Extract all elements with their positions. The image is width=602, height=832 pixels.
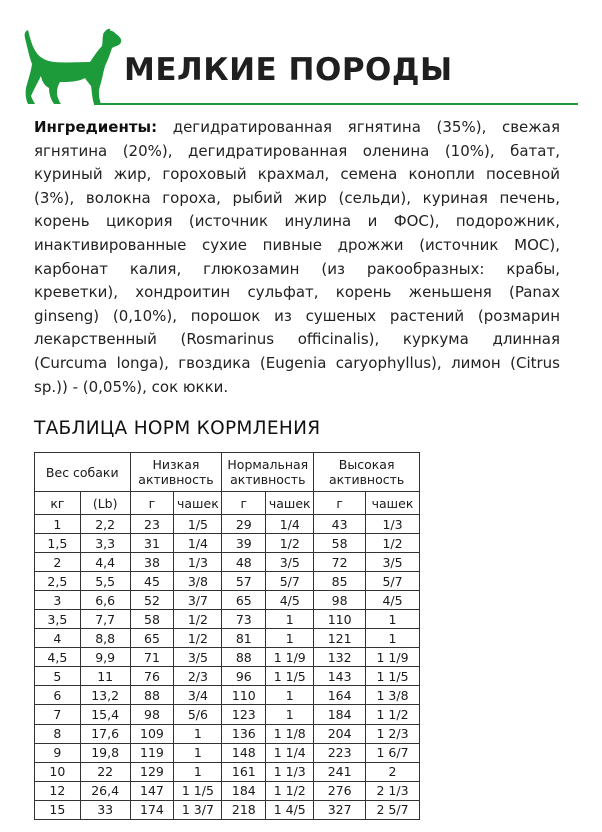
- table-cell: 3/4: [174, 686, 222, 705]
- table-cell: 1 1/2: [266, 781, 314, 800]
- table-cell: 5,5: [80, 572, 130, 591]
- table-cell: 109: [130, 724, 174, 743]
- table-cell: 73: [222, 610, 266, 629]
- table-cell: 1: [174, 762, 222, 781]
- group-header-high: Высокая активность: [314, 453, 420, 492]
- table-cell: 26,4: [80, 781, 130, 800]
- table-cell: 98: [130, 705, 174, 724]
- table-cell: 88: [130, 686, 174, 705]
- table-body: [35, 515, 420, 820]
- table-cell: 31: [130, 534, 174, 553]
- table-cell: 132: [314, 648, 366, 667]
- table-cell: 3/5: [366, 553, 420, 572]
- table-cell: 52: [130, 591, 174, 610]
- table-cell: 1 1/2: [366, 705, 420, 724]
- table-cell: 164: [314, 686, 366, 705]
- table-cell: 1: [266, 686, 314, 705]
- table-cell: 1/5: [174, 515, 222, 534]
- table-cell: 276: [314, 781, 366, 800]
- table-cell: 184: [222, 781, 266, 800]
- table-cell: 1 1/8: [266, 724, 314, 743]
- table-cell: 1 2/3: [366, 724, 420, 743]
- column-header: г: [222, 492, 266, 515]
- table-cell: 15: [35, 800, 81, 819]
- column-header: чашек: [266, 492, 314, 515]
- table-cell: 6,6: [80, 591, 130, 610]
- table-cell: 5: [35, 667, 81, 686]
- table-cell: 38: [130, 553, 174, 572]
- table-cell: 110: [222, 686, 266, 705]
- table-cell: 2 1/3: [366, 781, 420, 800]
- table-cell: 65: [130, 629, 174, 648]
- table-cell: 1: [35, 515, 81, 534]
- table-cell: 1 1/3: [266, 762, 314, 781]
- table-cell: 58: [314, 534, 366, 553]
- table-cell: 22: [80, 762, 130, 781]
- table-cell: 4/5: [266, 591, 314, 610]
- table-cell: 7,7: [80, 610, 130, 629]
- column-header: чашек: [366, 492, 420, 515]
- column-header: г: [314, 492, 366, 515]
- table-row: [35, 610, 420, 629]
- table-cell: 2,2: [80, 515, 130, 534]
- table-cell: 1/2: [174, 629, 222, 648]
- table-cell: 327: [314, 800, 366, 819]
- table-cell: 1/4: [266, 515, 314, 534]
- table-row: [35, 515, 420, 534]
- table-cell: 88: [222, 648, 266, 667]
- table-cell: 15,4: [80, 705, 130, 724]
- subheader-row: [35, 492, 420, 515]
- table-cell: 174: [130, 800, 174, 819]
- table-cell: 1,5: [35, 534, 81, 553]
- table-cell: 1/4: [174, 534, 222, 553]
- table-cell: 3: [35, 591, 81, 610]
- table-cell: 1/2: [174, 610, 222, 629]
- table-cell: 6: [35, 686, 81, 705]
- table-cell: 33: [80, 800, 130, 819]
- table-cell: 85: [314, 572, 366, 591]
- ingredients-text: дегидратированная ягнятина (35%), свежая ягнятина (20%), дегидратированная оленина (10%), батат, куриный жир, гороховый крахмал, семена конопли посевной (3%), волокна гороха, рыбий жир (сельди), куриная печень, корень цикория (источник инулина и ФОС), подорожник, инактивированные сухие пивные дрожжи (источник МОС), карбонат калия, глюкозамин (из ракообразных: крабы, креветки), хондроитин сульфат, корень женьшеня (Panax ginseng) (0,10%), порошок из сушеных растений (розмарин лекарственный (Rosmarinus officinalis), куркума длинная (Curcuma longa), гвоздика (Eugenia caryophyllus), лимон (Citrus sp.)) - (0,05%), сок юкки.: [34, 118, 560, 396]
- table-cell: 72: [314, 553, 366, 572]
- table-cell: 2: [366, 762, 420, 781]
- page-header: [0, 0, 602, 106]
- table-cell: 4: [35, 629, 81, 648]
- header-divider: [94, 103, 578, 105]
- table-cell: 1/3: [174, 553, 222, 572]
- table-cell: 1 3/8: [366, 686, 420, 705]
- table-cell: 3/7: [174, 591, 222, 610]
- table-cell: 1/3: [366, 515, 420, 534]
- table-cell: 4/5: [366, 591, 420, 610]
- table-cell: 110: [314, 610, 366, 629]
- page-title: МЕЛКИЕ ПОРОДЫ: [124, 52, 453, 88]
- table-cell: 1 1/5: [174, 781, 222, 800]
- table-cell: 39: [222, 534, 266, 553]
- table-cell: 45: [130, 572, 174, 591]
- table-cell: 9: [35, 743, 81, 762]
- table-row: [35, 724, 420, 743]
- table-cell: 13,2: [80, 686, 130, 705]
- table-cell: 81: [222, 629, 266, 648]
- table-cell: 9,9: [80, 648, 130, 667]
- column-header: (Lb): [80, 492, 130, 515]
- table-cell: 1/2: [266, 534, 314, 553]
- table-row: [35, 686, 420, 705]
- table-cell: 43: [314, 515, 366, 534]
- column-header: кг: [35, 492, 81, 515]
- table-cell: 2/3: [174, 667, 222, 686]
- table-cell: 1 1/9: [366, 648, 420, 667]
- table-cell: 5/7: [366, 572, 420, 591]
- ingredients-paragraph: [34, 116, 560, 399]
- table-cell: 98: [314, 591, 366, 610]
- table-cell: 3/8: [174, 572, 222, 591]
- table-cell: 4,5: [35, 648, 81, 667]
- table-cell: 3,3: [80, 534, 130, 553]
- table-cell: 1: [266, 610, 314, 629]
- table-row: [35, 667, 420, 686]
- table-cell: 223: [314, 743, 366, 762]
- table-cell: 71: [130, 648, 174, 667]
- table-row: [35, 781, 420, 800]
- table-cell: 8: [35, 724, 81, 743]
- table-cell: 121: [314, 629, 366, 648]
- table-cell: 5/7: [266, 572, 314, 591]
- table-cell: 1 6/7: [366, 743, 420, 762]
- table-cell: 161: [222, 762, 266, 781]
- table-cell: 3/5: [174, 648, 222, 667]
- table-cell: 11: [80, 667, 130, 686]
- table-cell: 48: [222, 553, 266, 572]
- table-cell: 1 1/5: [366, 667, 420, 686]
- table-cell: 1 3/7: [174, 800, 222, 819]
- table-cell: 1: [174, 724, 222, 743]
- table-row: [35, 591, 420, 610]
- group-header-weight: Вес собаки: [35, 453, 131, 492]
- table-cell: 1: [174, 743, 222, 762]
- table-cell: 3,5: [35, 610, 81, 629]
- table-cell: 1 1/5: [266, 667, 314, 686]
- dog-silhouette-icon: [20, 24, 124, 104]
- table-cell: 10: [35, 762, 81, 781]
- feeding-table-title: ТАБЛИЦА НОРМ КОРМЛЕНИЯ: [34, 418, 321, 439]
- table-cell: 1 1/4: [266, 743, 314, 762]
- table-row: [35, 762, 420, 781]
- table-cell: 17,6: [80, 724, 130, 743]
- table-cell: 2 5/7: [366, 800, 420, 819]
- table-row: [35, 534, 420, 553]
- table-cell: 129: [130, 762, 174, 781]
- table-cell: 123: [222, 705, 266, 724]
- feeding-norms-table: [34, 452, 420, 820]
- table-row: [35, 705, 420, 724]
- table-cell: 136: [222, 724, 266, 743]
- table-cell: 1: [266, 629, 314, 648]
- table-cell: 7: [35, 705, 81, 724]
- table-cell: 2: [35, 553, 81, 572]
- table-cell: 19,8: [80, 743, 130, 762]
- table-cell: 241: [314, 762, 366, 781]
- table-cell: 8,8: [80, 629, 130, 648]
- table-row: [35, 743, 420, 762]
- table-cell: 5/6: [174, 705, 222, 724]
- table-cell: 65: [222, 591, 266, 610]
- table-cell: 1 1/9: [266, 648, 314, 667]
- table-cell: 147: [130, 781, 174, 800]
- column-header: г: [130, 492, 174, 515]
- table-cell: 1: [266, 705, 314, 724]
- ingredients-label: Ингредиенты:: [34, 118, 158, 136]
- table-cell: 57: [222, 572, 266, 591]
- table-cell: 143: [314, 667, 366, 686]
- table-cell: 76: [130, 667, 174, 686]
- table-cell: 1: [366, 629, 420, 648]
- table-row: [35, 648, 420, 667]
- column-header: чашек: [174, 492, 222, 515]
- table-cell: 58: [130, 610, 174, 629]
- table-cell: 204: [314, 724, 366, 743]
- group-header-normal: Нормальная активность: [222, 453, 314, 492]
- table-cell: 2,5: [35, 572, 81, 591]
- table-row: [35, 629, 420, 648]
- table-cell: 29: [222, 515, 266, 534]
- table-row: [35, 553, 420, 572]
- table-cell: 96: [222, 667, 266, 686]
- table-cell: 218: [222, 800, 266, 819]
- table-cell: 3/5: [266, 553, 314, 572]
- table-row: [35, 800, 420, 819]
- table-cell: 4,4: [80, 553, 130, 572]
- table-cell: 148: [222, 743, 266, 762]
- table-cell: 12: [35, 781, 81, 800]
- table-cell: 1 4/5: [266, 800, 314, 819]
- table-cell: 1: [366, 610, 420, 629]
- table-row: [35, 572, 420, 591]
- table-cell: 184: [314, 705, 366, 724]
- table-cell: 1/2: [366, 534, 420, 553]
- table-cell: 23: [130, 515, 174, 534]
- group-header-low: Низкая активность: [130, 453, 222, 492]
- table-cell: 119: [130, 743, 174, 762]
